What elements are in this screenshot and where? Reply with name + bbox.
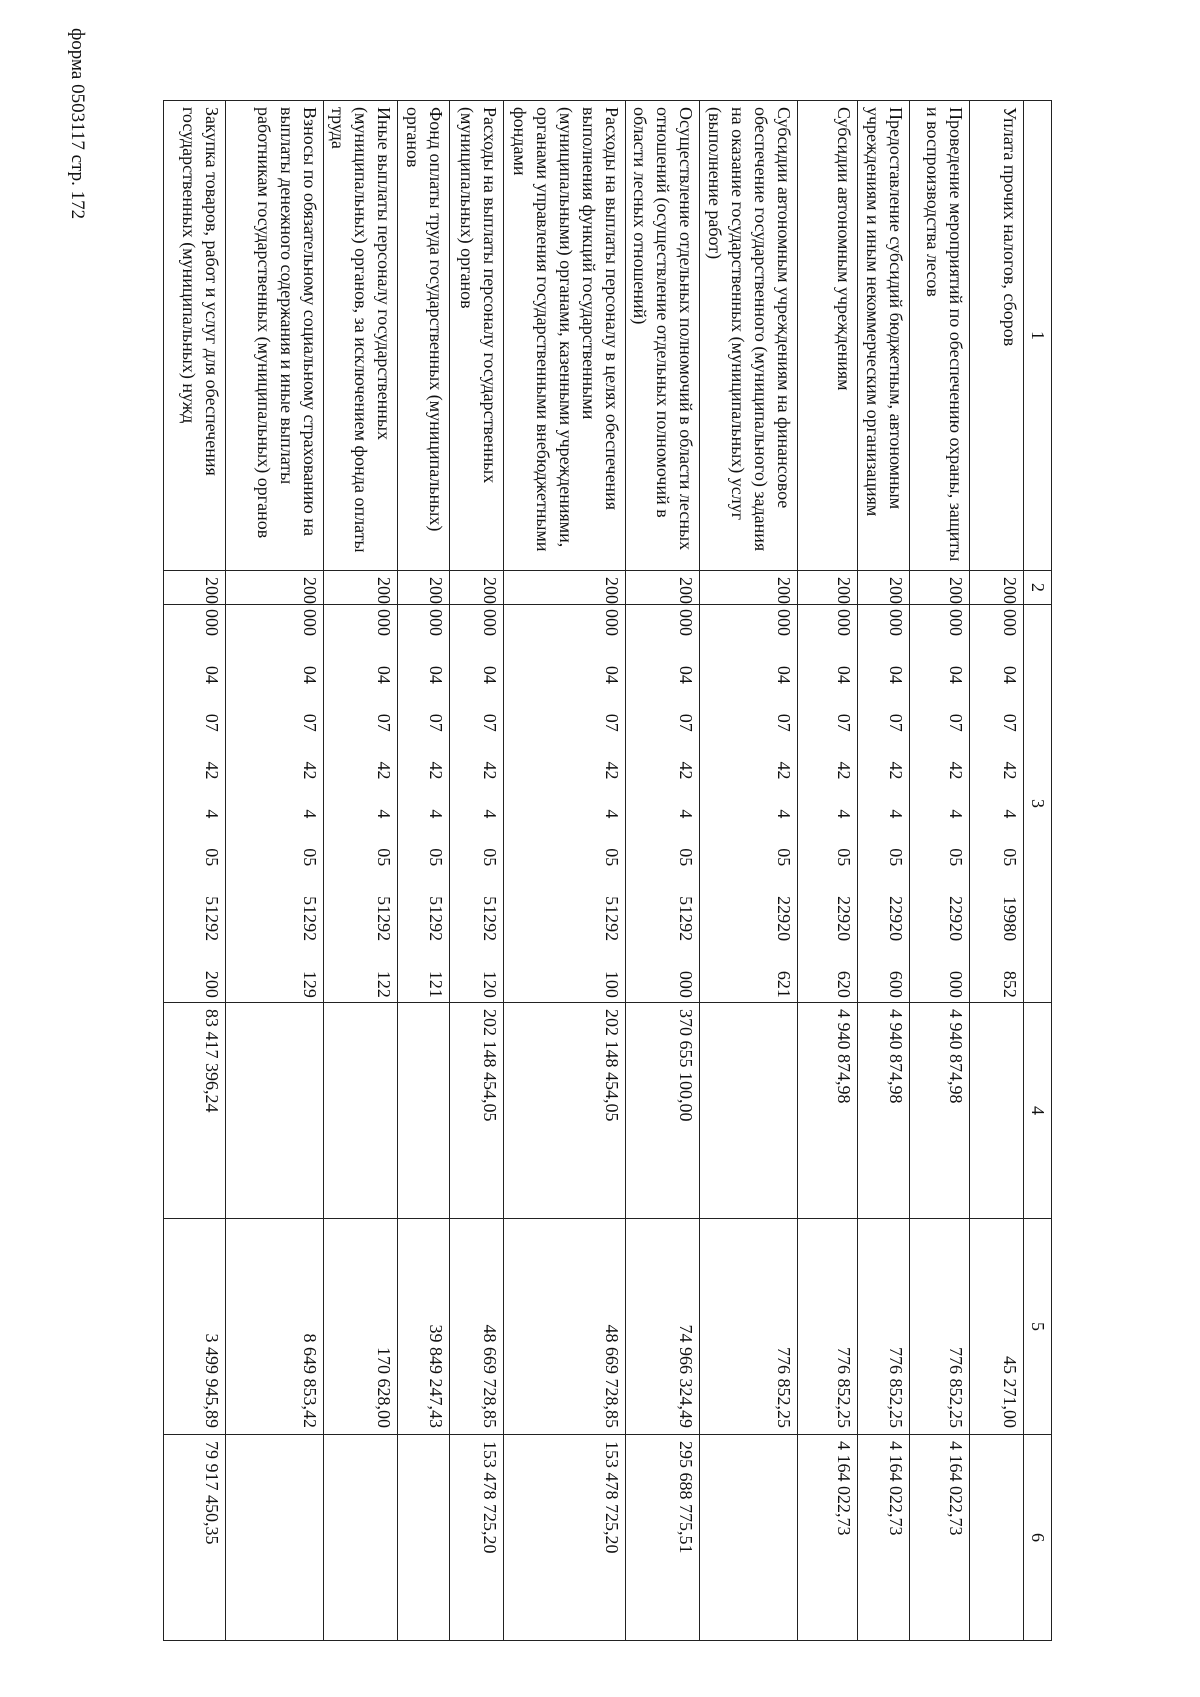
- budget-code-part: 04: [374, 665, 394, 684]
- budget-code-part: 100: [602, 970, 622, 998]
- budget-code-part: 05: [300, 848, 320, 867]
- row-name: Расходы на выплаты персоналу в целях обеспечения выполнения функций государственными (муниципальными) органами, казенными учреждениями, органами управления государственными внебюджетными фондами: [504, 101, 626, 571]
- budget-code-part: 852: [1000, 970, 1020, 998]
- row-budget-code: [398, 605, 450, 1003]
- budget-code-parts: [200, 609, 223, 998]
- budget-code-part: 07: [676, 713, 696, 732]
- budget-code-part: 42: [374, 761, 394, 780]
- budget-code-part: 04: [774, 665, 794, 684]
- budget-code-parts: [600, 609, 623, 998]
- row-unexecuted-amount: [970, 1435, 1024, 1641]
- column-number: 4: [1024, 1003, 1052, 1219]
- row-unexecuted-amount: 295 688 775,51: [626, 1435, 700, 1641]
- budget-code-part: 07: [886, 713, 906, 732]
- column-number: 6: [1024, 1435, 1052, 1641]
- row-line-code: 200: [398, 571, 450, 605]
- budget-code-part: 05: [886, 848, 906, 867]
- column-number-row: [1024, 101, 1052, 1641]
- budget-code-part: 51292: [676, 896, 696, 942]
- row-line-code: 200: [700, 571, 798, 605]
- row-approved-amount: 4 940 874,98: [798, 1003, 858, 1219]
- budget-code-part: 07: [426, 713, 446, 732]
- budget-code-part: 42: [886, 761, 906, 780]
- row-executed-amount: 3 499 945,89: [164, 1219, 226, 1435]
- row-approved-amount: [324, 1003, 398, 1219]
- budget-code-part: 000: [602, 609, 622, 636]
- row-approved-amount: 4 940 874,98: [858, 1003, 910, 1219]
- budget-code-part: 42: [946, 761, 966, 780]
- table-row: [626, 101, 700, 1641]
- budget-code-part: 4: [1000, 809, 1020, 819]
- budget-code-part: 07: [774, 713, 794, 732]
- budget-code-part: 120: [480, 970, 500, 998]
- budget-code-part: 4: [374, 809, 394, 819]
- budget-code-part: 000: [946, 609, 966, 636]
- row-unexecuted-amount: [324, 1435, 398, 1641]
- budget-code-part: 000: [676, 970, 696, 998]
- budget-code-parts: [424, 609, 447, 998]
- budget-code-parts: [674, 609, 697, 998]
- column-number: 3: [1024, 605, 1052, 1003]
- budget-code-part: 51292: [374, 896, 394, 942]
- budget-code-part: 200: [202, 970, 222, 998]
- row-executed-amount: 39 849 247,43: [398, 1219, 450, 1435]
- table-row: [858, 101, 910, 1641]
- row-budget-code: [970, 605, 1024, 1003]
- row-executed-amount: 48 669 728,85: [504, 1219, 626, 1435]
- budget-code-part: 22920: [946, 896, 966, 942]
- row-unexecuted-amount: [226, 1435, 324, 1641]
- budget-code-part: 51292: [602, 896, 622, 942]
- budget-code-parts: [884, 609, 907, 998]
- row-budget-code: [226, 605, 324, 1003]
- row-executed-amount: 8 649 853,42: [226, 1219, 324, 1435]
- row-unexecuted-amount: 153 478 725,20: [450, 1435, 504, 1641]
- budget-code-part: 42: [300, 761, 320, 780]
- budget-code-part: 05: [834, 848, 854, 867]
- row-name: Субсидии автономным учреждениям: [798, 101, 858, 571]
- budget-code-part: 600: [886, 970, 906, 998]
- budget-code-part: 4: [480, 809, 500, 819]
- budget-code-part: 04: [300, 665, 320, 684]
- budget-code-part: 22920: [774, 896, 794, 942]
- row-name: Уплата прочих налогов, сборов: [970, 101, 1024, 571]
- table-row: [504, 101, 626, 1641]
- row-unexecuted-amount: [700, 1435, 798, 1641]
- budget-execution-table: [163, 100, 1052, 1641]
- row-line-code: 200: [910, 571, 970, 605]
- column-number: 2: [1024, 571, 1052, 605]
- row-name: Закупка товаров, работ и услуг для обеспечения государственных (муниципальных) нужд: [164, 101, 226, 571]
- budget-code-part: 04: [676, 665, 696, 684]
- row-executed-amount: 74 966 324,49: [626, 1219, 700, 1435]
- budget-code-parts: [478, 609, 501, 998]
- budget-code-part: 07: [602, 713, 622, 732]
- row-approved-amount: [970, 1003, 1024, 1219]
- budget-code-part: 42: [426, 761, 446, 780]
- budget-code-part: 4: [602, 809, 622, 819]
- budget-code-part: 07: [834, 713, 854, 732]
- budget-code-part: 42: [834, 761, 854, 780]
- table-row: [798, 101, 858, 1641]
- row-budget-code: [324, 605, 398, 1003]
- budget-code-part: 000: [202, 609, 222, 636]
- row-budget-code: [450, 605, 504, 1003]
- budget-code-part: 4: [946, 809, 966, 819]
- budget-code-part: 42: [202, 761, 222, 780]
- budget-code-part: 51292: [426, 896, 446, 942]
- row-approved-amount: 370 655 100,00: [626, 1003, 700, 1219]
- budget-code-part: 05: [676, 848, 696, 867]
- row-name: Проведение мероприятий по обеспечению охраны, защиты и воспроизводства лесов: [910, 101, 970, 571]
- row-budget-code: [700, 605, 798, 1003]
- table-row: [164, 101, 226, 1641]
- budget-code-part: 42: [1000, 761, 1020, 780]
- budget-code-part: 4: [676, 809, 696, 819]
- row-budget-code: [164, 605, 226, 1003]
- budget-code-part: 4: [426, 809, 446, 819]
- budget-code-part: 05: [946, 848, 966, 867]
- row-line-code: 200: [164, 571, 226, 605]
- budget-code-part: 05: [1000, 848, 1020, 867]
- row-approved-amount: [398, 1003, 450, 1219]
- budget-code-part: 42: [774, 761, 794, 780]
- row-unexecuted-amount: [398, 1435, 450, 1641]
- table-row: [700, 101, 798, 1641]
- row-name: Взносы по обязательному социальному страхованию на выплаты денежного содержания и иные выплаты работникам государственных (муниципальных) органов: [226, 101, 324, 571]
- budget-code-part: 51292: [202, 896, 222, 942]
- row-unexecuted-amount: 4 164 022,73: [858, 1435, 910, 1641]
- budget-code-part: 05: [374, 848, 394, 867]
- budget-code-parts: [832, 609, 855, 998]
- budget-code-part: 07: [480, 713, 500, 732]
- budget-code-part: 620: [834, 970, 854, 998]
- row-name: Иные выплаты персоналу государственных (муниципальных) органов, за исключением фонда оплаты труда: [324, 101, 398, 571]
- table-row: [398, 101, 450, 1641]
- budget-code-part: 04: [480, 665, 500, 684]
- budget-code-part: 05: [602, 848, 622, 867]
- budget-code-part: 122: [374, 970, 394, 998]
- budget-code-part: 07: [1000, 713, 1020, 732]
- budget-code-part: 121: [426, 970, 446, 998]
- budget-code-part: 000: [480, 609, 500, 636]
- row-unexecuted-amount: 153 478 725,20: [504, 1435, 626, 1641]
- row-line-code: 200: [324, 571, 398, 605]
- row-approved-amount: 202 148 454,05: [450, 1003, 504, 1219]
- row-approved-amount: 202 148 454,05: [504, 1003, 626, 1219]
- row-executed-amount: 776 852,25: [858, 1219, 910, 1435]
- budget-code-part: 07: [300, 713, 320, 732]
- budget-code-part: 04: [426, 665, 446, 684]
- budget-code-part: 000: [300, 609, 320, 636]
- row-unexecuted-amount: 4 164 022,73: [910, 1435, 970, 1641]
- budget-code-part: 05: [774, 848, 794, 867]
- budget-code-part: 000: [834, 609, 854, 636]
- budget-code-part: 000: [886, 609, 906, 636]
- budget-code-part: 4: [202, 809, 222, 819]
- row-line-code: 200: [970, 571, 1024, 605]
- budget-code-part: 000: [774, 609, 794, 636]
- budget-code-part: 42: [480, 761, 500, 780]
- budget-code-part: 22920: [886, 896, 906, 942]
- row-budget-code: [910, 605, 970, 1003]
- budget-code-part: 51292: [300, 896, 320, 942]
- budget-code-part: 621: [774, 970, 794, 998]
- budget-code-part: 05: [426, 848, 446, 867]
- budget-code-parts: [944, 609, 967, 998]
- row-line-code: 200: [798, 571, 858, 605]
- budget-code-part: 04: [202, 665, 222, 684]
- row-executed-amount: 776 852,25: [910, 1219, 970, 1435]
- budget-code-parts: [298, 609, 321, 998]
- row-unexecuted-amount: 79 917 450,35: [164, 1435, 226, 1641]
- budget-code-part: 4: [834, 809, 854, 819]
- budget-code-part: 000: [946, 970, 966, 998]
- row-executed-amount: 48 669 728,85: [450, 1219, 504, 1435]
- row-name: Предоставление субсидий бюджетным, автономным учреждениям и иным некоммерческим организациям: [858, 101, 910, 571]
- budget-code-part: 05: [480, 848, 500, 867]
- budget-code-parts: [998, 609, 1021, 998]
- row-budget-code: [858, 605, 910, 1003]
- budget-code-parts: [772, 609, 795, 998]
- budget-code-part: 22920: [834, 896, 854, 942]
- row-budget-code: [798, 605, 858, 1003]
- row-line-code: 200: [626, 571, 700, 605]
- row-approved-amount: 83 417 396,24: [164, 1003, 226, 1219]
- budget-code-part: 51292: [480, 896, 500, 942]
- budget-code-part: 000: [426, 609, 446, 636]
- row-unexecuted-amount: 4 164 022,73: [798, 1435, 858, 1641]
- budget-code-part: 04: [946, 665, 966, 684]
- budget-code-parts: [372, 609, 395, 998]
- budget-code-part: 000: [374, 609, 394, 636]
- row-executed-amount: 776 852,25: [798, 1219, 858, 1435]
- row-name: Субсидии автономным учреждениям на финансовое обеспечение государственного (муниципального) задания на оказание государственных (муниципальных) услуг (выполнение работ): [700, 101, 798, 571]
- budget-code-part: 000: [676, 609, 696, 636]
- budget-code-part: 07: [374, 713, 394, 732]
- budget-code-part: 42: [602, 761, 622, 780]
- column-number: 1: [1024, 101, 1052, 571]
- row-approved-amount: [700, 1003, 798, 1219]
- row-name: Осуществление отдельных полномочий в области лесных отношений (осуществление отдельных полномочий в области лесных отношений): [626, 101, 700, 571]
- row-executed-amount: 776 852,25: [700, 1219, 798, 1435]
- column-number: 5: [1024, 1219, 1052, 1435]
- row-name: Фонд оплаты труда государственных (муниципальных) органов: [398, 101, 450, 571]
- budget-code-part: 07: [202, 713, 222, 732]
- budget-code-part: 05: [202, 848, 222, 867]
- table-row: [226, 101, 324, 1641]
- row-budget-code: [626, 605, 700, 1003]
- table-row: [450, 101, 504, 1641]
- budget-code-part: 04: [886, 665, 906, 684]
- row-line-code: 200: [226, 571, 324, 605]
- row-executed-amount: 170 628,00: [324, 1219, 398, 1435]
- budget-code-part: 4: [300, 809, 320, 819]
- budget-code-part: 04: [834, 665, 854, 684]
- budget-code-part: 19980: [1000, 896, 1020, 942]
- table-row: [970, 101, 1024, 1641]
- budget-code-part: 07: [946, 713, 966, 732]
- row-line-code: 200: [450, 571, 504, 605]
- table-row: [910, 101, 970, 1641]
- row-approved-amount: 4 940 874,98: [910, 1003, 970, 1219]
- budget-code-part: 04: [1000, 665, 1020, 684]
- form-code: форма 0503117 стр. 172: [67, 28, 88, 220]
- budget-code-part: 4: [886, 809, 906, 819]
- row-line-code: 200: [858, 571, 910, 605]
- row-name: Расходы на выплаты персоналу государственных (муниципальных) органов: [450, 101, 504, 571]
- row-budget-code: [504, 605, 626, 1003]
- row-approved-amount: [226, 1003, 324, 1219]
- budget-code-part: 04: [602, 665, 622, 684]
- row-line-code: 200: [504, 571, 626, 605]
- row-executed-amount: 45 271,00: [970, 1219, 1024, 1435]
- budget-code-part: 42: [676, 761, 696, 780]
- budget-code-part: 4: [774, 809, 794, 819]
- budget-code-part: 129: [300, 970, 320, 998]
- table-row: [324, 101, 398, 1641]
- budget-code-part: 000: [1000, 609, 1020, 636]
